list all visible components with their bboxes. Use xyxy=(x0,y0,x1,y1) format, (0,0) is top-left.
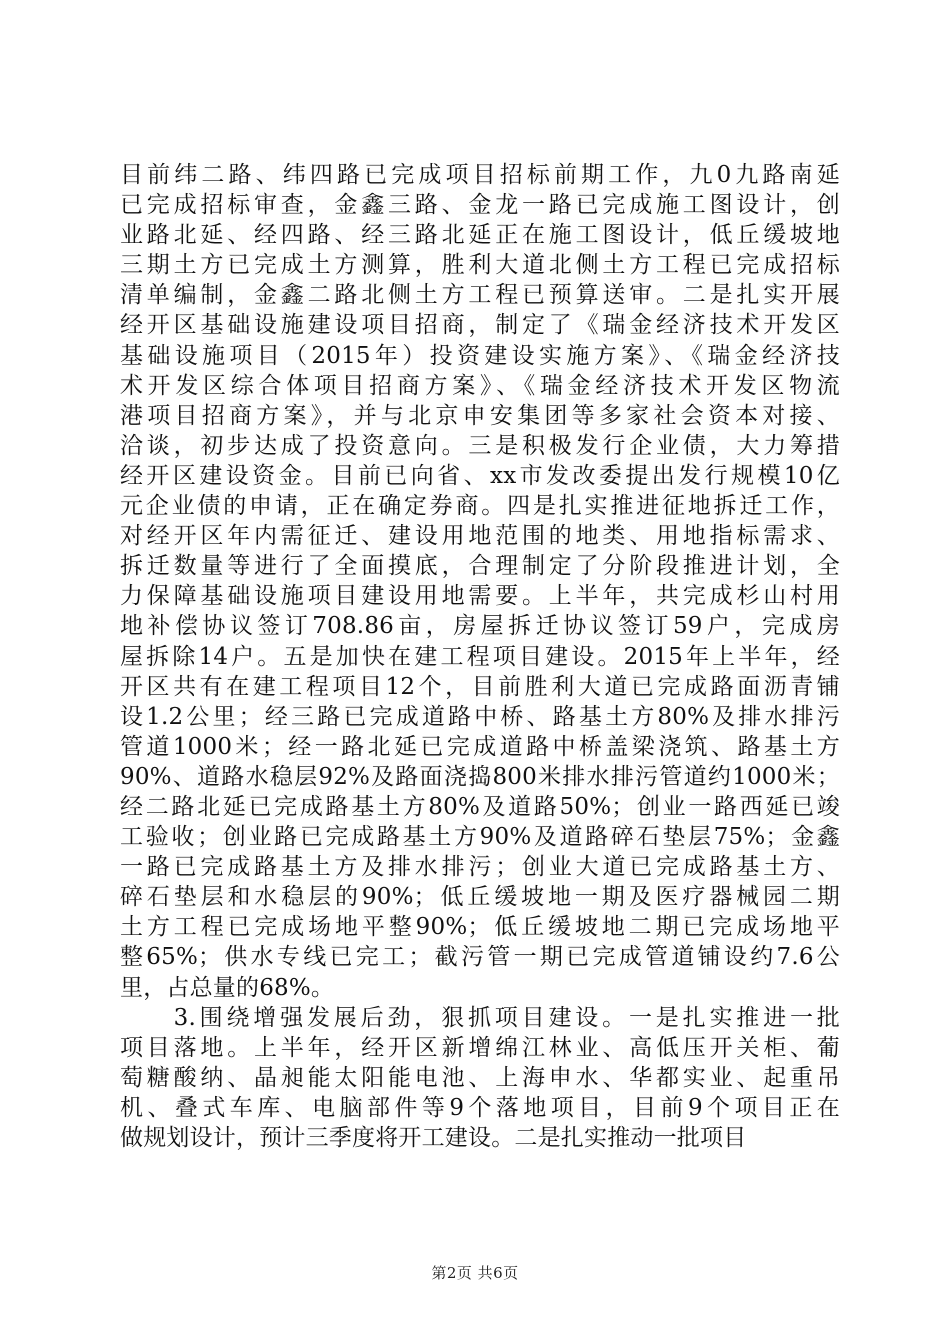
text-line: 元企业债的申请，正在确定券商。四是扎实推进征地拆迁工作， xyxy=(120,493,840,520)
text-line: 屋拆除14户。五是加快在建工程项目建设。2015年上半年，经 xyxy=(120,643,840,670)
text-line: 对经开区年内需征迁、建设用地范围的地类、用地指标需求、 xyxy=(120,523,840,550)
text-line: 土方工程已完成场地平整90%；低丘缓坡地二期已完成场地平 xyxy=(120,914,840,941)
text-line: 基础设施项目（2015年）投资建设实施方案》、《瑞金经济技 xyxy=(120,342,840,369)
text-line: 3.围绕增强发展后劲，狠抓项目建设。一是扎实推进一批 xyxy=(120,1004,840,1031)
text-line: 拆迁数量等进行了全面摸底，合理制定了分阶段推进计划，全 xyxy=(120,553,840,580)
text-line: 项目落地。上半年，经开区新增绵江林业、高低压开关柜、葡 xyxy=(120,1034,840,1061)
text-line: 洽谈，初步达成了投资意向。三是积极发行企业债，大力筹措 xyxy=(120,432,840,459)
text-line: 目前纬二路、纬四路已完成项目招标前期工作，九0九路南延 xyxy=(120,162,840,188)
text-line: 一路已完成路基土方及排水排污；创业大道已完成路基土方、 xyxy=(120,854,840,881)
text-line: 管道1000米；经一路北延已完成道路中桥盖梁浇筑、路基土方 xyxy=(120,733,840,760)
text-line: 碎石垫层和水稳层的90%；低丘缓坡地一期及医疗器械园二期 xyxy=(120,884,840,911)
page-footer: 第2页 共6页 xyxy=(431,1264,519,1282)
text-line: 经开区建设资金。目前已向省、xx市发改委提出发行规模10亿 xyxy=(120,462,840,489)
text-line: 地补偿协议签订708.86亩，房屋拆迁协议签订59户，完成房 xyxy=(120,613,840,640)
text-line: 做规划设计，预计三季度将开工建设。二是扎实推动一批项目 xyxy=(120,1125,747,1151)
text-line: 业路北延、经四路、经三路北延正在施工图设计，低丘缓坡地 xyxy=(120,222,840,249)
text-line: 设1.2公里；经三路已完成道路中桥、路基土方80%及排水排污 xyxy=(120,703,840,730)
text-line: 港项目招商方案》，并与北京申安集团等多家社会资本对接、 xyxy=(120,402,840,429)
text-line: 萄糖酸纳、晶昶能太阳能电池、上海申水、华都实业、起重吊 xyxy=(120,1064,840,1091)
text-line: 已完成招标审查，金鑫三路、金龙一路已完成施工图设计，创 xyxy=(120,192,840,219)
text-line: 三期土方已完成土方测算，胜利大道北侧土方工程已完成招标 xyxy=(120,252,840,279)
text-line: 工验收；创业路已完成路基土方90%及道路碎石垫层75%；金鑫 xyxy=(120,824,840,851)
text-line: 机、叠式车库、电脑部件等9个落地项目，目前9个项目正在 xyxy=(120,1094,840,1121)
text-line: 开区共有在建工程项目12个，目前胜利大道已完成路面沥青铺 xyxy=(120,673,840,700)
text-line: 90%、道路水稳层92%及路面浇捣800米排水排污管道约1000米； xyxy=(120,763,840,790)
text-line: 力保障基础设施项目建设用地需要。上半年，共完成杉山村用 xyxy=(120,583,840,610)
text-line: 里，占总量的68%。 xyxy=(120,974,335,1001)
text-line: 术开发区综合体项目招商方案》、《瑞金经济技术开发区物流 xyxy=(120,372,840,399)
text-line: 整65%；供水专线已完工；截污管一期已完成管道铺设约7.6公 xyxy=(120,944,840,971)
text-line: 经二路北延已完成路基土方80%及道路50%；创业一路西延已竣 xyxy=(120,793,840,820)
text-line: 经开区基础设施建设项目招商，制定了《瑞金经济技术开发区 xyxy=(120,312,840,339)
text-line: 清单编制，金鑫二路北侧土方工程已预算送审。二是扎实开展 xyxy=(120,282,840,309)
body-text xyxy=(120,160,840,1153)
